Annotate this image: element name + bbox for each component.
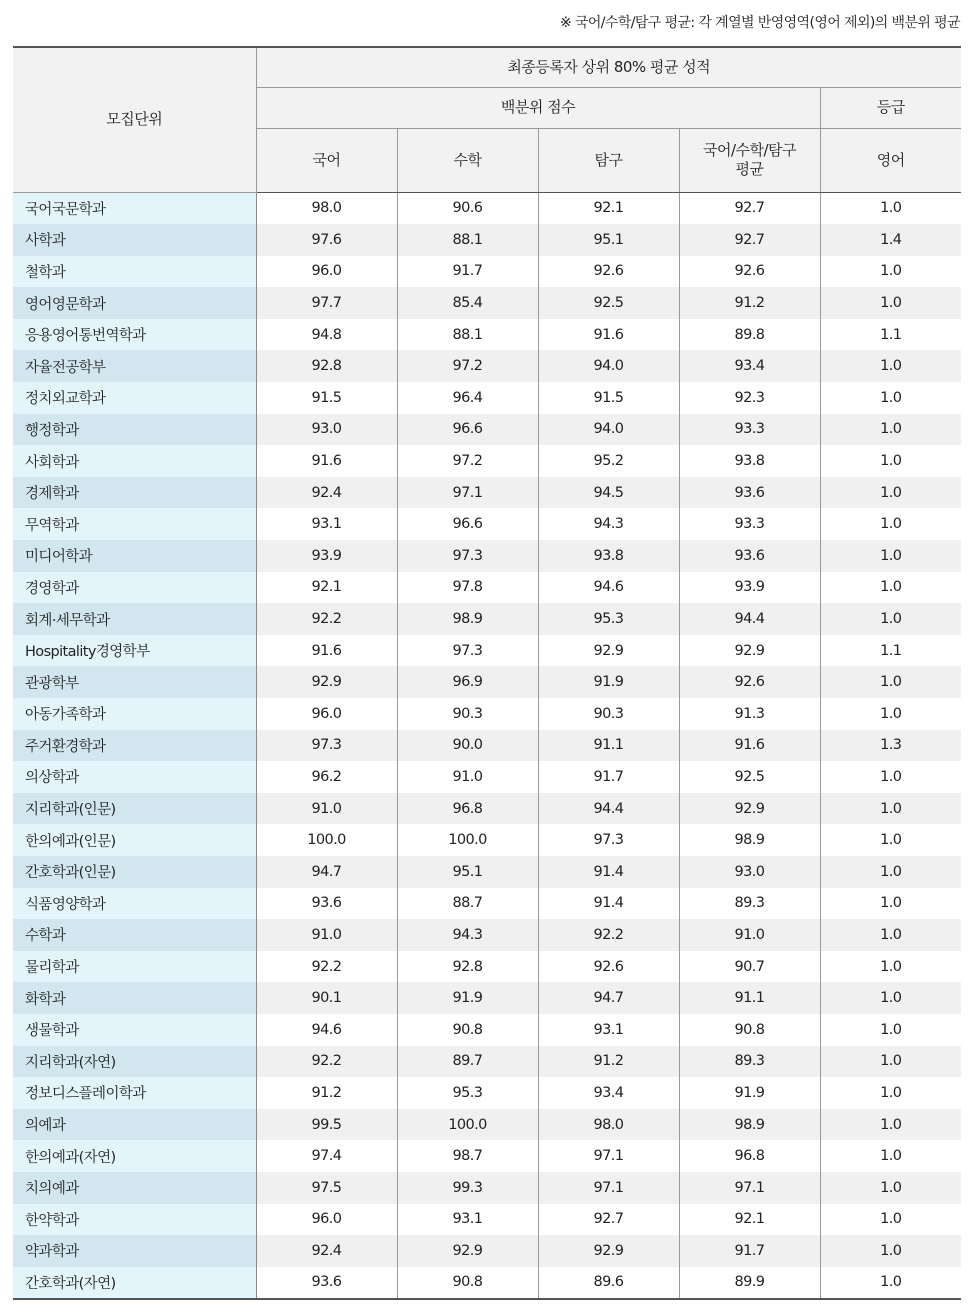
english-grade-cell: 1.1 <box>820 319 961 351</box>
average-cell: 93.3 <box>679 414 820 446</box>
table-row <box>13 1172 961 1204</box>
average-cell: 94.4 <box>679 603 820 635</box>
english-grade-cell: 1.0 <box>820 1077 961 1109</box>
average-cell: 90.8 <box>679 1014 820 1046</box>
english-grade-cell: 1.0 <box>820 603 961 635</box>
table-row <box>13 856 961 888</box>
average-cell: 89.9 <box>679 1267 820 1300</box>
math-cell: 98.9 <box>397 603 538 635</box>
average-cell: 91.9 <box>679 1077 820 1109</box>
average-cell: 91.3 <box>679 698 820 730</box>
korean-cell: 92.4 <box>256 477 397 509</box>
average-cell: 91.2 <box>679 287 820 319</box>
korean-cell: 94.8 <box>256 319 397 351</box>
table-row <box>13 824 961 856</box>
inquiry-cell: 91.6 <box>538 319 679 351</box>
english-grade-cell: 1.0 <box>820 951 961 983</box>
english-grade-cell: 1.0 <box>820 477 961 509</box>
math-cell: 97.3 <box>397 635 538 667</box>
department-cell: 미디어학과 <box>13 540 256 572</box>
korean-cell: 92.9 <box>256 666 397 698</box>
english-grade-cell: 1.0 <box>820 856 961 888</box>
english-grade-cell: 1.0 <box>820 982 961 1014</box>
average-cell: 93.3 <box>679 508 820 540</box>
department-cell: 무역학과 <box>13 508 256 540</box>
inquiry-cell: 97.3 <box>538 824 679 856</box>
department-cell: 치의예과 <box>13 1172 256 1204</box>
department-cell: 아동가족학과 <box>13 698 256 730</box>
unit-header: 모집단위 <box>13 47 256 192</box>
table-row <box>13 761 961 793</box>
math-cell: 94.3 <box>397 919 538 951</box>
average-cell: 93.9 <box>679 572 820 604</box>
math-cell: 92.8 <box>397 951 538 983</box>
department-cell: 주거환경학과 <box>13 730 256 762</box>
inquiry-cell: 92.7 <box>538 1204 679 1236</box>
korean-cell: 91.2 <box>256 1077 397 1109</box>
math-cell: 96.8 <box>397 793 538 825</box>
table-row <box>13 1267 961 1300</box>
korean-cell: 92.2 <box>256 603 397 635</box>
inquiry-cell: 92.5 <box>538 287 679 319</box>
department-cell: 화학과 <box>13 982 256 1014</box>
department-cell: 지리학과(자연) <box>13 1046 256 1078</box>
average-cell: 96.8 <box>679 1140 820 1172</box>
korean-cell: 92.2 <box>256 951 397 983</box>
average-cell: 92.6 <box>679 666 820 698</box>
department-cell: 한약학과 <box>13 1204 256 1236</box>
table-row <box>13 445 961 477</box>
math-header: 수학 <box>397 128 538 192</box>
table-row <box>13 1204 961 1236</box>
average-cell: 92.9 <box>679 635 820 667</box>
korean-cell: 91.6 <box>256 635 397 667</box>
math-cell: 100.0 <box>397 1109 538 1141</box>
math-cell: 91.9 <box>397 982 538 1014</box>
english-grade-cell: 1.0 <box>820 888 961 920</box>
english-grade-cell: 1.0 <box>820 540 961 572</box>
department-cell: 회계·세무학과 <box>13 603 256 635</box>
average-cell: 89.3 <box>679 888 820 920</box>
table-row <box>13 698 961 730</box>
inquiry-cell: 91.4 <box>538 856 679 888</box>
inquiry-cell: 95.1 <box>538 224 679 256</box>
math-cell: 88.7 <box>397 888 538 920</box>
department-cell: Hospitality경영학부 <box>13 635 256 667</box>
average-cell: 91.0 <box>679 919 820 951</box>
average-cell: 97.1 <box>679 1172 820 1204</box>
table-row <box>13 319 961 351</box>
table-row <box>13 1235 961 1267</box>
table-row <box>13 256 961 288</box>
english-grade-cell: 1.0 <box>820 1235 961 1267</box>
english-grade-cell: 1.4 <box>820 224 961 256</box>
department-cell: 철학과 <box>13 256 256 288</box>
english-grade-cell: 1.0 <box>820 666 961 698</box>
inquiry-cell: 94.4 <box>538 793 679 825</box>
inquiry-cell: 90.3 <box>538 698 679 730</box>
math-cell: 85.4 <box>397 287 538 319</box>
main-header: 최종등록자 상위 80% 평균 성적 <box>256 47 961 87</box>
korean-cell: 97.3 <box>256 730 397 762</box>
table-row <box>13 1109 961 1141</box>
inquiry-cell: 92.9 <box>538 1235 679 1267</box>
department-cell: 의상학과 <box>13 761 256 793</box>
korean-cell: 93.0 <box>256 414 397 446</box>
average-cell: 98.9 <box>679 824 820 856</box>
korean-cell: 96.0 <box>256 256 397 288</box>
table-row <box>13 982 961 1014</box>
average-cell: 91.1 <box>679 982 820 1014</box>
korean-cell: 96.0 <box>256 698 397 730</box>
english-grade-cell: 1.0 <box>820 287 961 319</box>
inquiry-cell: 91.5 <box>538 382 679 414</box>
english-grade-cell: 1.0 <box>820 919 961 951</box>
inquiry-cell: 94.0 <box>538 414 679 446</box>
math-cell: 91.0 <box>397 761 538 793</box>
math-cell: 88.1 <box>397 224 538 256</box>
table-row <box>13 1014 961 1046</box>
average-cell: 98.9 <box>679 1109 820 1141</box>
math-cell: 90.0 <box>397 730 538 762</box>
korean-header: 국어 <box>256 128 397 192</box>
footnote: ※ 국어/수학/탐구 평균: 각 계열별 반영영역(영어 제외)의 백분위 평균 <box>559 15 960 31</box>
average-cell: 93.6 <box>679 477 820 509</box>
math-cell: 90.6 <box>397 192 538 224</box>
department-cell: 영어영문학과 <box>13 287 256 319</box>
department-cell: 수학과 <box>13 919 256 951</box>
inquiry-cell: 95.3 <box>538 603 679 635</box>
inquiry-cell: 92.6 <box>538 951 679 983</box>
english-grade-cell: 1.0 <box>820 1046 961 1078</box>
table-row <box>13 1140 961 1172</box>
korean-cell: 91.0 <box>256 919 397 951</box>
average-header-line2: 평균 <box>735 160 764 178</box>
inquiry-cell: 93.8 <box>538 540 679 572</box>
department-cell: 물리학과 <box>13 951 256 983</box>
table-row <box>13 730 961 762</box>
math-cell: 96.6 <box>397 508 538 540</box>
math-cell: 97.2 <box>397 350 538 382</box>
department-cell: 약과학과 <box>13 1235 256 1267</box>
korean-cell: 91.6 <box>256 445 397 477</box>
score-table <box>13 46 961 1300</box>
department-cell: 식품영양학과 <box>13 888 256 920</box>
table-row <box>13 287 961 319</box>
average-cell: 92.9 <box>679 793 820 825</box>
english-grade-cell: 1.0 <box>820 1014 961 1046</box>
average-cell: 91.6 <box>679 730 820 762</box>
korean-cell: 92.4 <box>256 1235 397 1267</box>
table-row <box>13 382 961 414</box>
table-row <box>13 1046 961 1078</box>
table-row <box>13 793 961 825</box>
korean-cell: 97.4 <box>256 1140 397 1172</box>
department-cell: 간호학과(인문) <box>13 856 256 888</box>
korean-cell: 97.6 <box>256 224 397 256</box>
table-row <box>13 350 961 382</box>
department-cell: 자율전공학부 <box>13 350 256 382</box>
inquiry-cell: 91.9 <box>538 666 679 698</box>
math-cell: 93.1 <box>397 1204 538 1236</box>
inquiry-cell: 91.2 <box>538 1046 679 1078</box>
department-cell: 지리학과(인문) <box>13 793 256 825</box>
english-grade-cell: 1.0 <box>820 414 961 446</box>
inquiry-cell: 92.2 <box>538 919 679 951</box>
table-row <box>13 414 961 446</box>
table-row <box>13 603 961 635</box>
math-cell: 99.3 <box>397 1172 538 1204</box>
average-cell: 93.4 <box>679 350 820 382</box>
english-grade-cell: 1.0 <box>820 1172 961 1204</box>
inquiry-cell: 91.1 <box>538 730 679 762</box>
table-row <box>13 572 961 604</box>
korean-cell: 92.2 <box>256 1046 397 1078</box>
korean-cell: 97.5 <box>256 1172 397 1204</box>
math-cell: 90.3 <box>397 698 538 730</box>
math-cell: 90.8 <box>397 1267 538 1300</box>
table-row <box>13 951 961 983</box>
average-cell: 90.7 <box>679 951 820 983</box>
average-cell: 92.5 <box>679 761 820 793</box>
table-row <box>13 540 961 572</box>
inquiry-cell: 93.4 <box>538 1077 679 1109</box>
english-grade-cell: 1.0 <box>820 192 961 224</box>
inquiry-cell: 91.7 <box>538 761 679 793</box>
korean-cell: 96.2 <box>256 761 397 793</box>
korean-cell: 93.6 <box>256 888 397 920</box>
department-cell: 관광학부 <box>13 666 256 698</box>
average-header-line1: 국어/수학/탐구 <box>702 141 797 159</box>
department-cell: 한의예과(자연) <box>13 1140 256 1172</box>
inquiry-cell: 91.4 <box>538 888 679 920</box>
math-cell: 90.8 <box>397 1014 538 1046</box>
table-row <box>13 224 961 256</box>
english-grade-cell: 1.0 <box>820 350 961 382</box>
department-cell: 응용영어통번역학과 <box>13 319 256 351</box>
table-body <box>13 192 961 1299</box>
average-cell: 92.7 <box>679 224 820 256</box>
inquiry-cell: 98.0 <box>538 1109 679 1141</box>
inquiry-cell: 94.6 <box>538 572 679 604</box>
korean-cell: 98.0 <box>256 192 397 224</box>
department-cell: 경영학과 <box>13 572 256 604</box>
korean-cell: 99.5 <box>256 1109 397 1141</box>
department-cell: 경제학과 <box>13 477 256 509</box>
english-grade-cell: 1.1 <box>820 635 961 667</box>
korean-cell: 92.8 <box>256 350 397 382</box>
average-cell: 93.0 <box>679 856 820 888</box>
average-cell: 89.8 <box>679 319 820 351</box>
english-header: 영어 <box>820 128 961 192</box>
math-cell: 95.3 <box>397 1077 538 1109</box>
table-row <box>13 666 961 698</box>
english-grade-cell: 1.0 <box>820 1140 961 1172</box>
inquiry-cell: 93.1 <box>538 1014 679 1046</box>
korean-cell: 94.6 <box>256 1014 397 1046</box>
department-cell: 국어국문학과 <box>13 192 256 224</box>
department-cell: 간호학과(자연) <box>13 1267 256 1300</box>
english-grade-cell: 1.0 <box>820 256 961 288</box>
department-cell: 의예과 <box>13 1109 256 1141</box>
math-cell: 100.0 <box>397 824 538 856</box>
table-row <box>13 508 961 540</box>
average-cell: 89.3 <box>679 1046 820 1078</box>
korean-cell: 93.6 <box>256 1267 397 1300</box>
table-header <box>13 47 961 192</box>
department-cell: 행정학과 <box>13 414 256 446</box>
inquiry-cell: 97.1 <box>538 1172 679 1204</box>
math-cell: 97.3 <box>397 540 538 572</box>
inquiry-cell: 89.6 <box>538 1267 679 1300</box>
korean-cell: 96.0 <box>256 1204 397 1236</box>
korean-cell: 92.1 <box>256 572 397 604</box>
inquiry-cell: 92.1 <box>538 192 679 224</box>
inquiry-cell: 94.5 <box>538 477 679 509</box>
english-grade-cell: 1.0 <box>820 572 961 604</box>
english-grade-cell: 1.0 <box>820 761 961 793</box>
table-row <box>13 919 961 951</box>
korean-cell: 91.5 <box>256 382 397 414</box>
average-cell: 93.8 <box>679 445 820 477</box>
math-cell: 97.8 <box>397 572 538 604</box>
average-header <box>679 128 820 192</box>
math-cell: 97.1 <box>397 477 538 509</box>
inquiry-cell: 94.3 <box>538 508 679 540</box>
korean-cell: 94.7 <box>256 856 397 888</box>
korean-cell: 93.1 <box>256 508 397 540</box>
math-cell: 98.7 <box>397 1140 538 1172</box>
math-cell: 95.1 <box>397 856 538 888</box>
math-cell: 88.1 <box>397 319 538 351</box>
average-cell: 92.1 <box>679 1204 820 1236</box>
percentile-header: 백분위 점수 <box>256 87 820 128</box>
korean-cell: 97.7 <box>256 287 397 319</box>
department-cell: 사회학과 <box>13 445 256 477</box>
inquiry-cell: 94.7 <box>538 982 679 1014</box>
table-row <box>13 477 961 509</box>
korean-cell: 100.0 <box>256 824 397 856</box>
math-cell: 96.9 <box>397 666 538 698</box>
english-grade-cell: 1.0 <box>820 508 961 540</box>
inquiry-cell: 95.2 <box>538 445 679 477</box>
korean-cell: 93.9 <box>256 540 397 572</box>
department-cell: 생물학과 <box>13 1014 256 1046</box>
english-grade-cell: 1.0 <box>820 1109 961 1141</box>
english-grade-cell: 1.0 <box>820 1267 961 1300</box>
average-cell: 91.7 <box>679 1235 820 1267</box>
inquiry-cell: 97.1 <box>538 1140 679 1172</box>
department-cell: 한의예과(인문) <box>13 824 256 856</box>
average-cell: 93.6 <box>679 540 820 572</box>
table-row <box>13 888 961 920</box>
math-cell: 96.6 <box>397 414 538 446</box>
math-cell: 91.7 <box>397 256 538 288</box>
math-cell: 92.9 <box>397 1235 538 1267</box>
math-cell: 89.7 <box>397 1046 538 1078</box>
english-grade-cell: 1.0 <box>820 1204 961 1236</box>
department-cell: 정치외교학과 <box>13 382 256 414</box>
inquiry-header: 탐구 <box>538 128 679 192</box>
inquiry-cell: 94.0 <box>538 350 679 382</box>
inquiry-cell: 92.9 <box>538 635 679 667</box>
table-row <box>13 192 961 224</box>
korean-cell: 90.1 <box>256 982 397 1014</box>
english-grade-cell: 1.0 <box>820 793 961 825</box>
table-row <box>13 1077 961 1109</box>
korean-cell: 91.0 <box>256 793 397 825</box>
average-cell: 92.7 <box>679 192 820 224</box>
average-cell: 92.6 <box>679 256 820 288</box>
english-grade-cell: 1.0 <box>820 445 961 477</box>
department-cell: 정보디스플레이학과 <box>13 1077 256 1109</box>
average-cell: 92.3 <box>679 382 820 414</box>
english-grade-cell: 1.3 <box>820 730 961 762</box>
inquiry-cell: 92.6 <box>538 256 679 288</box>
english-grade-cell: 1.0 <box>820 824 961 856</box>
english-grade-cell: 1.0 <box>820 698 961 730</box>
grade-header: 등급 <box>820 87 961 128</box>
math-cell: 96.4 <box>397 382 538 414</box>
english-grade-cell: 1.0 <box>820 382 961 414</box>
department-cell: 사학과 <box>13 224 256 256</box>
math-cell: 97.2 <box>397 445 538 477</box>
table-row <box>13 635 961 667</box>
